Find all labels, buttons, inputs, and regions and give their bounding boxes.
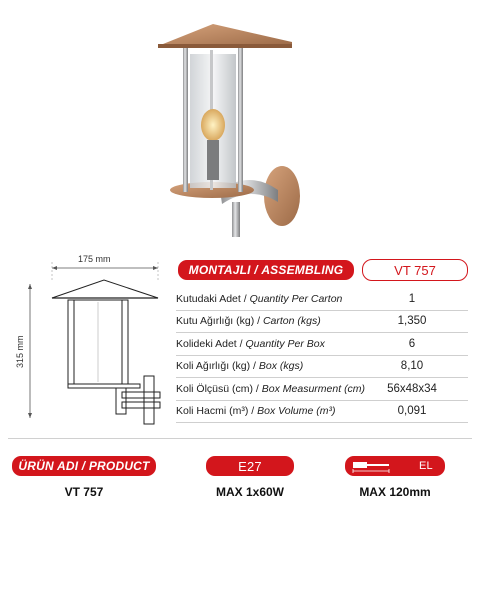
spec-table <box>176 288 468 423</box>
spec-label-tr: Koli Ağırlığı (kg) <box>176 360 251 373</box>
spec-value: 1 <box>408 292 416 305</box>
product-label <box>12 456 156 476</box>
width-dimension-label: 175 mm <box>78 254 111 264</box>
product-name: VT 757 <box>64 485 104 499</box>
cable-length-badge <box>345 456 445 476</box>
cable-length: MAX 120mm <box>359 485 431 499</box>
spec-row-quantity-per-carton: Kutudaki Adet / Quantity Per Carton 1 <box>176 288 468 311</box>
socket-wattage: MAX 1x60W <box>215 485 285 499</box>
product-label-sep: / <box>78 459 89 473</box>
spec-label-en: Carton (kgs) <box>262 315 321 328</box>
spec-label-en: Box Volume (m³) <box>257 405 336 418</box>
spec-label-tr: Kutu Ağırlığı (kg) <box>176 315 255 328</box>
model-code: VT 757 <box>394 262 436 278</box>
cable-tag: EL <box>419 460 433 472</box>
spec-row-box-measurement: Koli Ölçüsü (cm) / Box Measurment (cm) 56x48x34 <box>176 378 468 401</box>
product-label-tr: ÜRÜN ADI <box>18 459 79 473</box>
spec-label-tr: Kolideki Adet <box>176 337 237 350</box>
height-dimension-label: 315 mm <box>15 335 25 368</box>
spec-row-carton-weight: Kutu Ağırlığı (kg) / Carton (kgs) 1,350 <box>176 311 468 334</box>
spec-label-en: Box Measurment (cm) <box>261 382 366 395</box>
spec-value: 6 <box>408 337 416 350</box>
spec-row-box-weight: Koli Ağırlığı (kg) / Box (kgs) 8,10 <box>176 356 468 379</box>
product-label-en: PRODUCT <box>88 459 150 473</box>
assembling-label-sep: / <box>250 263 262 277</box>
spec-value: 1,350 <box>397 315 427 328</box>
spec-row-box-volume: Koli Hacmi (m³) / Box Volume (m³) 0,091 <box>176 401 468 424</box>
spec-value: 8,10 <box>400 360 424 373</box>
spec-label-en: Quantity Per Box <box>245 337 325 350</box>
spec-label-en: Box (kgs) <box>258 360 304 373</box>
spec-value: 0,091 <box>397 405 427 418</box>
assembling-label-en: ASSEMBLING <box>261 263 344 277</box>
technical-drawing <box>15 252 160 424</box>
section-divider <box>8 438 472 439</box>
model-code-badge <box>362 259 468 281</box>
spec-label-tr: Koli Hacmi (m³) <box>176 405 249 418</box>
cable-icon <box>351 458 407 474</box>
spec-label-en: Quantity Per Carton <box>249 292 343 305</box>
assembling-label-tr: MONTAJLI <box>188 263 251 277</box>
spec-label-tr: Koli Ölçüsü (cm) <box>176 382 254 395</box>
spec-value: 56x48x34 <box>387 382 437 395</box>
socket-type: E27 <box>238 458 262 474</box>
spec-label-tr: Kutudaki Adet <box>176 292 241 305</box>
product-photo <box>150 20 330 245</box>
spec-row-quantity-per-box: Kolideki Adet / Quantity Per Box 6 <box>176 333 468 356</box>
assembling-label <box>178 260 354 280</box>
socket-type-badge <box>206 456 294 476</box>
